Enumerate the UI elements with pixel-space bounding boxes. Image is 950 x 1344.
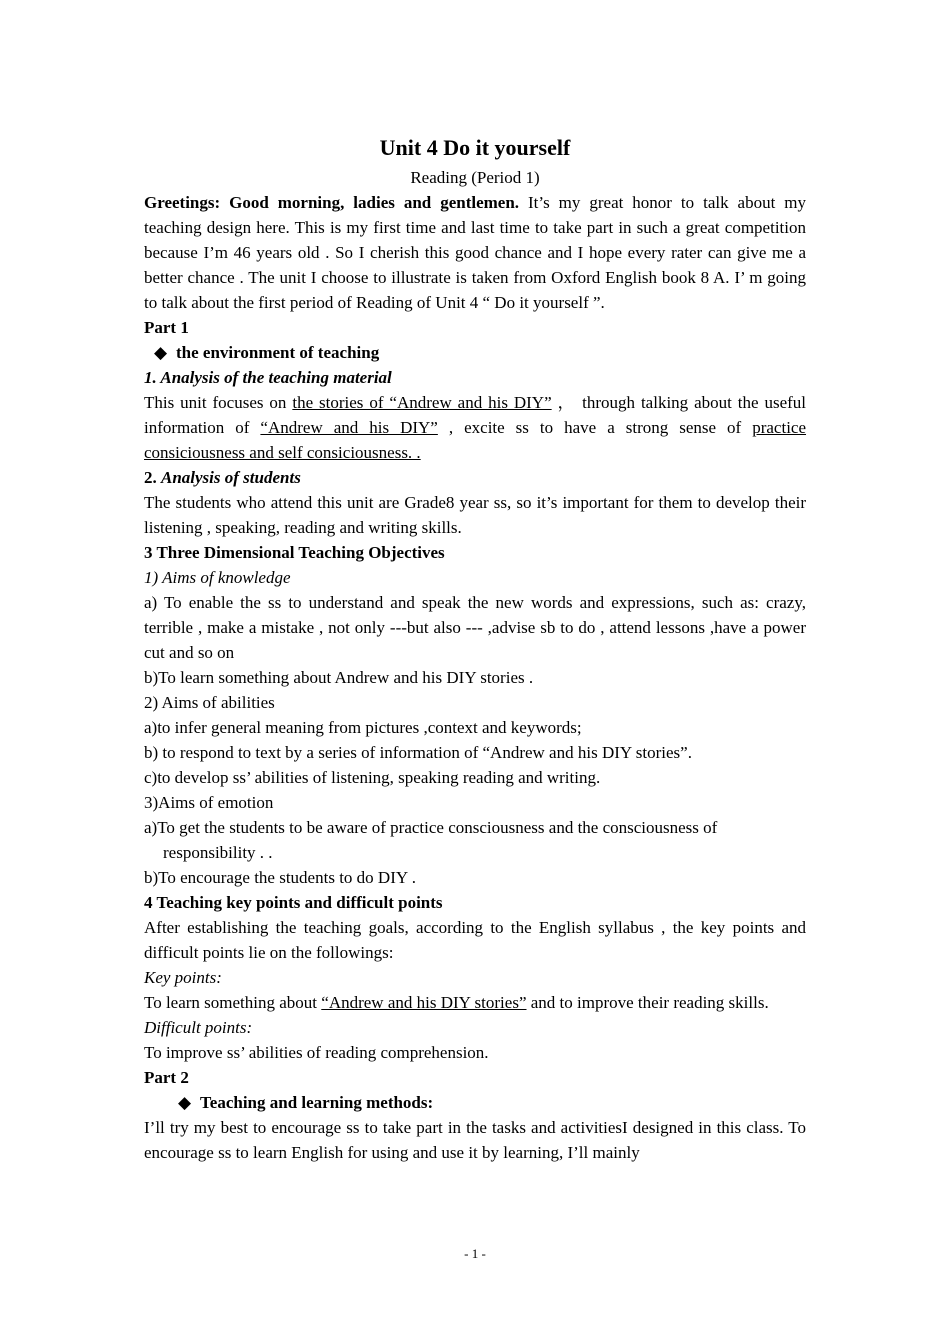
part1-bullet-text: the environment of teaching [176,343,380,362]
part1-bullet [144,340,806,365]
section1-underline-2: “Andrew and his DIY” [260,418,438,437]
aim1-item-a: a) To enable the ss to understand and speak the new words and expressions, such as: crazy, terrible , make a mistake , not only ---but also --- ,advise sb to do , attend lessons ,have a power cut and so on [144,593,806,662]
greeting-text: It’s my great honor to talk about my teaching design here. This is my first time and last time to take part in such a great competition because I’m 46 years old . So I cherish this good chance and I hope every rater can give me a better chance . The unit I choose to illustrate is taken from Oxford English book 8 A. I’ m going to talk about the first period of Reading of Unit 4 “ Do it yourself ”. [144,193,806,312]
aim3-item-a-line1: a)To get the students to be aware of practice consciousness and the consciousness of [144,818,718,837]
key-points-underline: “Andrew and his DIY stories” [321,993,527,1012]
greeting-bold: Greetings: Good morning, ladies and gentlemen. [144,193,520,212]
part2-bullet [144,1090,806,1115]
section4-heading: 4 Teaching key points and difficult points [144,893,443,912]
aim1-item-b: b)To learn something about Andrew and his DIY stories . [144,668,534,687]
part2-heading: Part 2 [144,1068,189,1087]
section2-heading [144,465,806,490]
section2-number: 2. [144,468,161,487]
section2-title: Analysis of students [161,468,301,487]
document-subtitle: Reading (Period 1) [410,168,540,187]
aim3-item-a-line2: responsibility . . [163,843,273,862]
section1-text-c: , excite ss to have a strong sense of [437,418,753,437]
section4-paragraph: After establishing the teaching goals, according to the English syllabus , the key points and difficult points lie on the followings: [144,918,806,962]
key-points-label: Key points: [144,968,222,987]
aim2-item-b: b) to respond to text by a series of information of “Andrew and his DIY stories”. [144,743,692,762]
document-title: Unit 4 Do it yourself [379,135,571,160]
aim2-item-a: a)to infer general meaning from pictures ,context and keywords; [144,718,582,737]
aim1-heading: 1) Aims of knowledge [144,568,291,587]
difficult-points-label: Difficult points: [144,1018,253,1037]
diamond-bullet-icon: ◆ [178,1093,192,1112]
diamond-bullet-icon: ◆ [154,343,168,362]
key-points-text-a: To learn something about [144,993,322,1012]
page-number: - 1 - [464,1246,486,1261]
section1-underline-3: practice consiciousness and self consiciousness. . [144,418,807,462]
section1-paragraph [144,390,806,465]
section1-heading: 1. Analysis of the teaching material [144,368,392,387]
key-points-text [144,990,806,1015]
part1-heading: Part 1 [144,318,189,337]
part2-bullet-text: Teaching and learning methods: [200,1093,434,1112]
aim2-heading: 2) Aims of abilities [144,693,275,712]
aim2-item-c: c)to develop ss’ abilities of listening, speaking reading and writing. [144,768,601,787]
part2-paragraph: I’ll try my best to encourage ss to take part in the tasks and activitiesI designed in this class. To encourage ss to learn English for using and use it by learning, I’ll mainly [144,1118,806,1162]
key-points-text-b: and to improve their reading skills. [526,993,769,1012]
aim3-heading: 3)Aims of emotion [144,793,274,812]
section1-text-a: This unit focuses on [144,393,293,412]
greeting-paragraph [144,190,806,315]
section1-underline-1: the stories of “Andrew and his DIY” [292,393,552,412]
section2-paragraph: The students who attend this unit are Grade8 year ss, so it’s important for them to develop their listening , speaking, reading and writing skills. [144,493,806,537]
difficult-points-text: To improve ss’ abilities of reading comprehension. [144,1043,489,1062]
section3-heading: 3 Three Dimensional Teaching Objectives [144,543,445,562]
aim3-item-b: b)To encourage the students to do DIY . [144,868,416,887]
section1-text-b: ， through talking about the useful information of [144,393,807,437]
